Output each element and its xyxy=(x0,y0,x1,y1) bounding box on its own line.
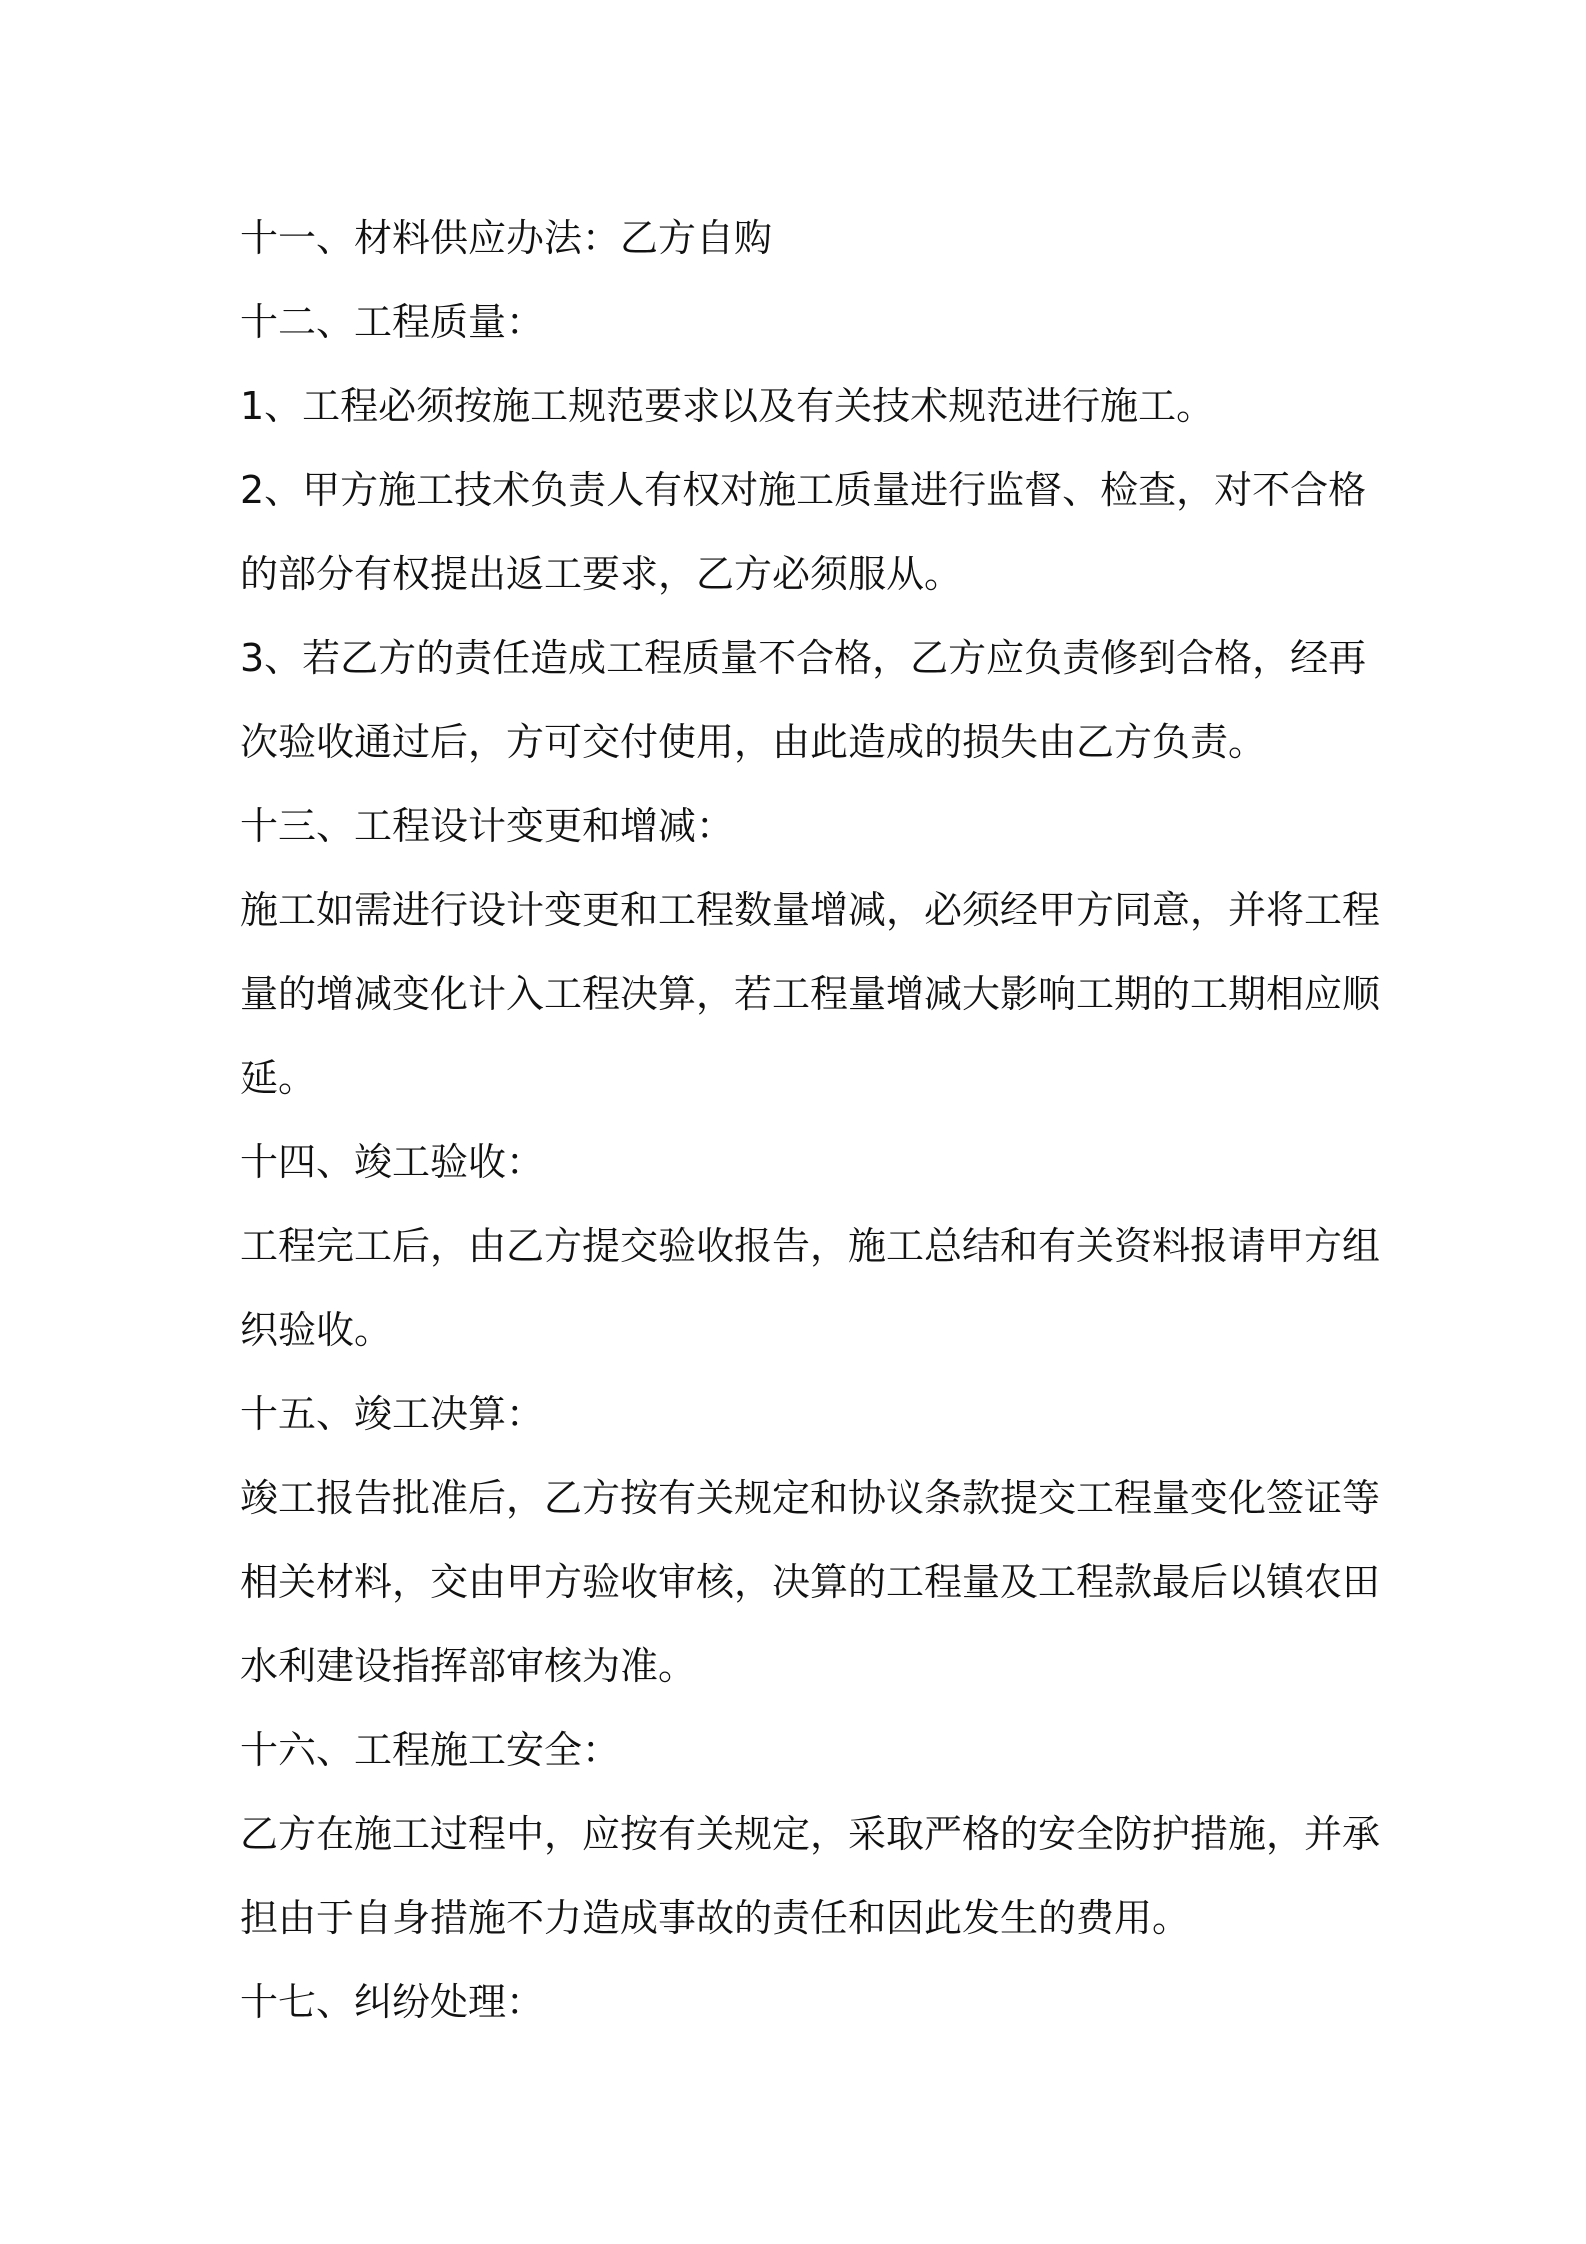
clause-12-item-2-line-2: 的部分有权提出返工要求，乙方必须服从。 xyxy=(240,552,963,596)
clause-14-body-line-2: 织验收。 xyxy=(240,1308,393,1352)
clause-heading-14: 十四、竣工验收： xyxy=(240,1140,545,1184)
clause-15-body-line-1: 竣工报告批准后，乙方按有关规定和协议条款提交工程量变化签证等 xyxy=(240,1476,1381,1520)
clause-12-item-3-line-2: 次验收通过后，方可交付使用，由此造成的损失由乙方负责。 xyxy=(240,720,1267,764)
document-page xyxy=(240,196,1381,2044)
clause-15-body-line-2: 相关材料，交由甲方验收审核，决算的工程量及工程款最后以镇农田 xyxy=(240,1560,1381,1604)
clause-heading-12: 十二、工程质量： xyxy=(240,300,545,344)
clause-13-body-line-2: 量的增减变化计入工程决算，若工程量增减大影响工期的工期相应顺 xyxy=(240,972,1381,1016)
clause-heading-15: 十五、竣工决算： xyxy=(240,1392,545,1436)
clause-15-body-line-3: 水利建设指挥部审核为准。 xyxy=(240,1644,697,1688)
clause-heading-13: 十三、工程设计变更和增减： xyxy=(240,804,735,848)
clause-12-item-1: 1、工程必须按施工规范要求以及有关技术规范进行施工。 xyxy=(240,384,1215,428)
clause-12-item-2-line-1: 2、甲方施工技术负责人有权对施工质量进行监督、检查，对不合格 xyxy=(240,468,1367,512)
clause-12-item-3-line-1: 3、若乙方的责任造成工程质量不合格，乙方应负责修到合格，经再 xyxy=(240,636,1367,680)
clause-13-body-line-3: 延。 xyxy=(240,1056,317,1100)
clause-16-body-line-2: 担由于自身措施不力造成事故的责任和因此发生的费用。 xyxy=(240,1896,1191,1940)
clause-heading-11: 十一、材料供应办法：乙方自购 xyxy=(240,216,773,260)
clause-heading-16: 十六、工程施工安全： xyxy=(240,1728,621,1772)
clause-14-body-line-1: 工程完工后，由乙方提交验收报告，施工总结和有关资料报请甲方组 xyxy=(240,1224,1381,1268)
clause-16-body-line-1: 乙方在施工过程中，应按有关规定，采取严格的安全防护措施，并承 xyxy=(240,1812,1381,1856)
clause-13-body-line-1: 施工如需进行设计变更和工程数量增减，必须经甲方同意，并将工程 xyxy=(240,888,1381,932)
clause-heading-17: 十七、纠纷处理： xyxy=(240,1980,545,2024)
